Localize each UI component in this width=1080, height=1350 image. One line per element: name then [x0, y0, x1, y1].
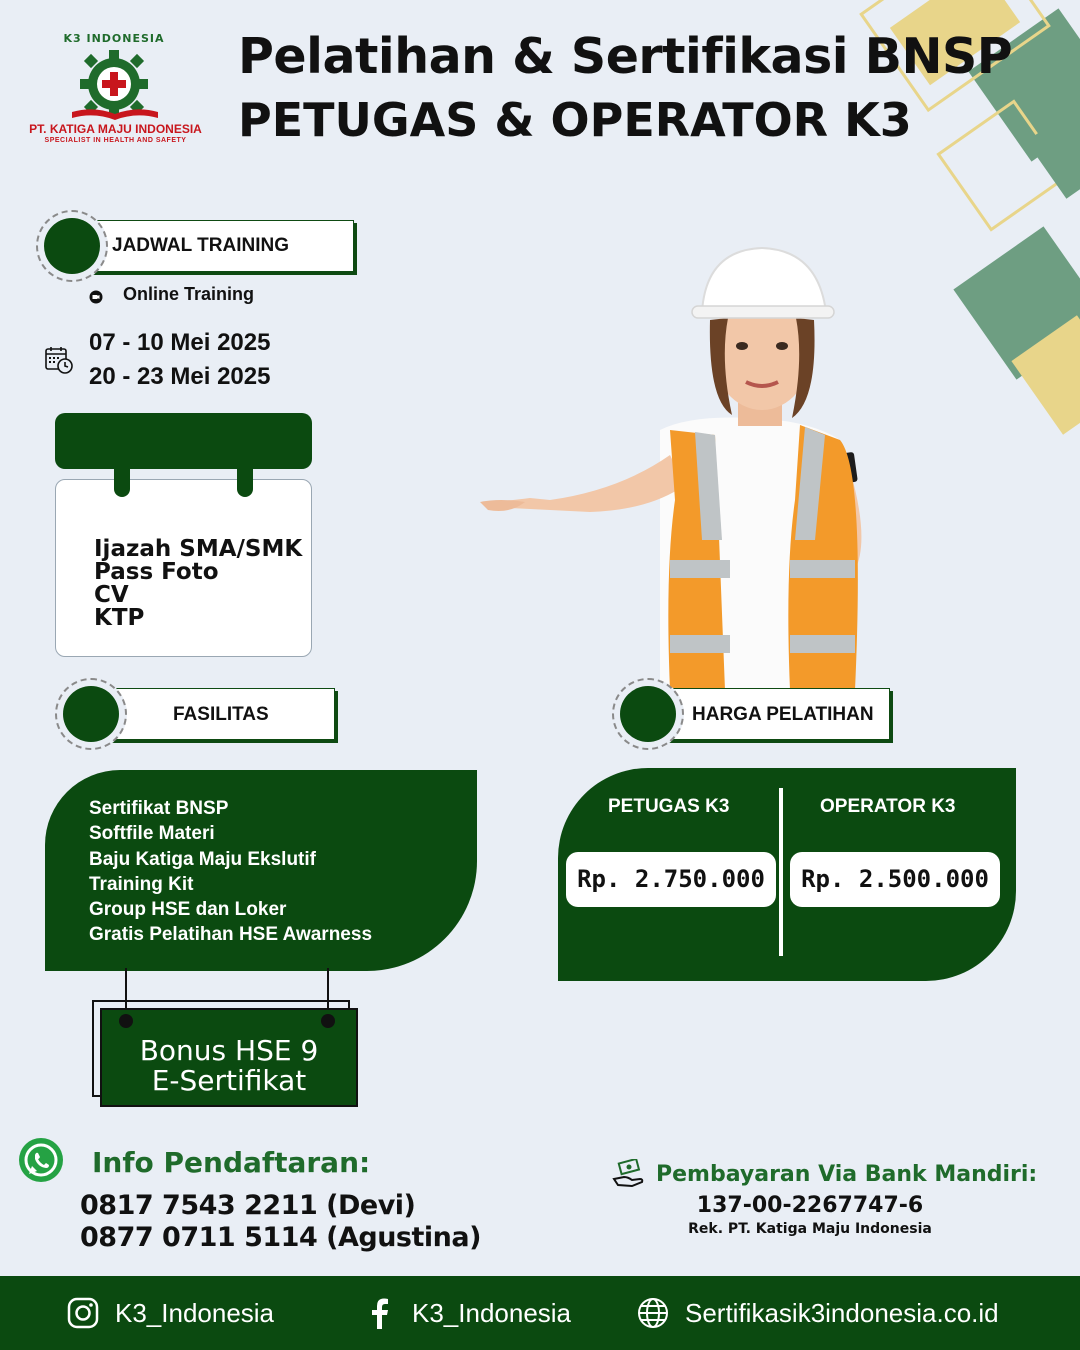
whatsapp-icon[interactable] [19, 1138, 63, 1182]
facilities-list [89, 796, 372, 948]
sign-nail [119, 1014, 133, 1028]
footer-website[interactable] [637, 1276, 999, 1350]
phone-number[interactable]: 0877 0711 5114 (Agustina) [80, 1222, 481, 1253]
bonus-sign [100, 1008, 358, 1107]
date-range-1: 07 - 10 Mei 2025 [89, 329, 271, 356]
board-hook [114, 469, 130, 497]
requirement-item: KTP [94, 605, 145, 631]
tier-label-petugas: PETUGAS K3 [608, 796, 730, 817]
bonus-line-1: Bonus HSE 9 [139, 1034, 319, 1067]
facility-item: Sertifikat BNSP [89, 798, 229, 819]
registration-heading: Info Pendaftaran: [92, 1146, 371, 1179]
price-petugas: Rp. 2.750.000 [566, 852, 776, 907]
company-logo [18, 32, 213, 152]
tier-label-operator: OPERATOR K3 [820, 796, 956, 817]
requirement-item: CV [94, 582, 129, 608]
facilities-panel [45, 770, 477, 971]
sign-nail [321, 1014, 335, 1028]
requirement-item: Pass Foto [94, 559, 219, 585]
requirements-list [94, 538, 302, 630]
training-mode: Online Training [123, 284, 255, 304]
bonus-line-2: E-Sertifikat [151, 1064, 307, 1097]
facility-item: Baju Katiga Maju Ekslutif [89, 848, 316, 870]
instagram-icon [67, 1297, 99, 1329]
price-operator: Rp. 2.500.000 [790, 852, 1000, 907]
date-range-2: 20 - 23 Mei 2025 [89, 363, 271, 390]
instagram-handle: K3_Indonesia [115, 1297, 275, 1328]
pricing-heading: HARGA PELATIHAN [692, 704, 874, 725]
requirements-board-header [55, 413, 312, 469]
facebook-handle: K3_Indonesia [412, 1297, 572, 1328]
phone-number[interactable]: 0817 7543 2211 (Devi) [80, 1190, 416, 1221]
safety-worker-illustration [470, 240, 930, 690]
calendar-clock-icon [44, 345, 74, 375]
payment-heading: Pembayaran Via Bank Mandiri: [656, 1162, 1038, 1187]
page-title: Pelatihan & Sertifikasi BNSP [238, 28, 1013, 85]
video-camera-icon [89, 290, 107, 304]
facility-item: Training Kit [89, 873, 194, 895]
training-dates [89, 326, 270, 394]
website-url: Sertifikasik3indonesia.co.id [685, 1297, 999, 1328]
board-hook [237, 469, 253, 497]
requirements-card [55, 479, 312, 657]
requirement-item: Ijazah SMA/SMK [94, 536, 303, 562]
registration-phones [80, 1190, 481, 1254]
money-hand-icon [612, 1159, 646, 1189]
price-divider [779, 788, 783, 956]
facebook-icon [364, 1297, 396, 1329]
page-subtitle: PETUGAS & OPERATOR K3 [238, 93, 912, 147]
footer-instagram[interactable] [67, 1276, 274, 1350]
facility-item: Gratis Pelatihan HSE Awarness [89, 924, 373, 946]
pricing-panel [558, 768, 1016, 981]
footer-bar [0, 1276, 1080, 1350]
book-icon [70, 108, 160, 122]
bank-account-number: 137-00-2267747-6 [696, 1193, 924, 1218]
facility-item: Group HSE dan Loker [89, 899, 287, 921]
globe-icon [637, 1297, 669, 1329]
facility-item: Softfile Materi [89, 823, 215, 845]
bonus-text [102, 1036, 356, 1096]
facilities-heading: FASILITAS [173, 704, 269, 725]
footer-facebook[interactable] [364, 1276, 571, 1350]
company-name: PT. KATIGA MAJU INDONESIA [29, 122, 202, 136]
schedule-heading: JADWAL TRAINING [112, 235, 289, 256]
bank-account-holder: Rek. PT. Katiga Maju Indonesia [688, 1221, 932, 1237]
logo-arc-text: K3 INDONESIA [63, 32, 165, 45]
company-tagline: SPECIALIST IN HEALTH AND SAFETY [44, 137, 187, 144]
